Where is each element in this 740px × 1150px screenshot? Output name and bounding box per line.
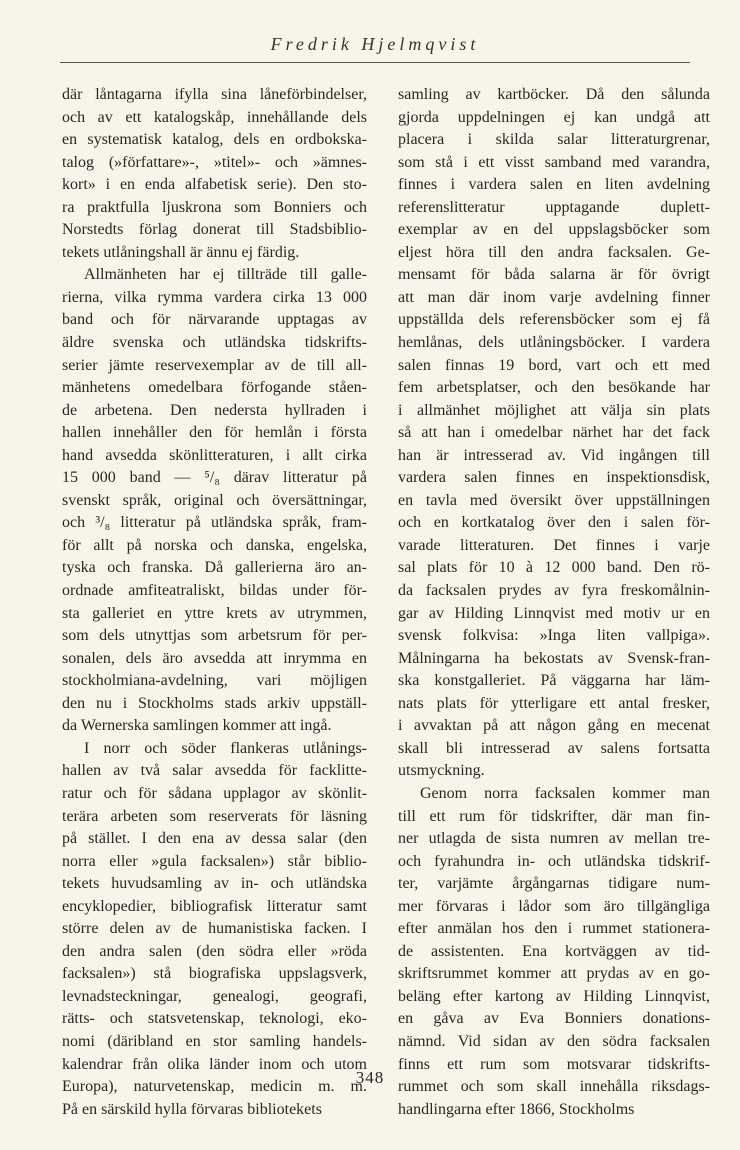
text-line: hand avsedda skönlitteraturen, i allt cirka (62, 446, 367, 464)
text-line: ska konstgalleriet. På väggarna har läm- (398, 672, 710, 690)
text-line: för allt på norska och danska, engelska, (62, 536, 367, 554)
text-line: Genom norra facksalen kommer man (420, 784, 710, 802)
text-line: rätts- och statsvetenskap, teknologi, eko- (62, 1010, 367, 1028)
text-line: exemplar av en del uppslagsböcker som (398, 221, 710, 239)
left-text-column (62, 84, 367, 1121)
text-line: På en särskild hylla förvaras bibliotekets (62, 1100, 322, 1118)
page-number: 348 (355, 1068, 385, 1087)
text-line: levnadsteckningar, genealogi, geografi, (62, 987, 367, 1005)
text-line: ner utlagda de sista numren av mellan tre- (398, 830, 710, 848)
text-line: efter anmälan hos den i rummet stationera- (398, 920, 710, 938)
text-line: sal plats för 10 à 12 000 band. Den rö- (398, 559, 710, 577)
text-line: facksalen») stå biografiska uppslagsverk, (62, 965, 367, 983)
text-line: beläng efter kartong av Hilding Linnqvist, (398, 987, 710, 1005)
text-line: de assistenten. Ena kortväggen av tid- (398, 942, 710, 960)
text-line: de arbetena. Den nedersta hyllraden i (62, 401, 367, 419)
text-line: hallen innehåller den för hemlån i första (62, 424, 367, 442)
text-line: fem arbetsplatser, och den besökande har (398, 379, 710, 397)
text-line: en tavla med översikt över uppställningen (398, 491, 710, 509)
text-line: rierna, vilka rymma vardera cirka 13 000 (62, 288, 367, 306)
text-line: kort» i en enda alfabetisk serie). Den sto- (62, 176, 367, 194)
text-line: ter, varjämte årgångarnas tidigare num- (398, 875, 710, 893)
text-line: I norr och söder flankeras utlånings- (84, 739, 367, 757)
text-line: talog (»författare»-, »titel»- och »ämnes- (62, 153, 367, 171)
text-line: referenslitteratur upptagande duplett- (398, 198, 710, 216)
text-line: rummet och som skall innehålla riksdags- (398, 1078, 710, 1096)
text-line: nats plats för ytterligare ett antal fresker, (398, 694, 710, 712)
text-line: som stå i ett visst samband med varandra, (398, 153, 710, 171)
text-line: i allmänhet möjlighet att välja sin plats (398, 401, 710, 419)
text-line: utsmyckning. (398, 762, 485, 780)
text-line: så att han i omedelbar närhet har det fack (398, 424, 710, 442)
text-line: nomi (däribland en stor samling handels- (62, 1032, 367, 1050)
text-line: där låntagarna ifylla sina låneförbindelser, (62, 86, 367, 103)
text-line: 15 000 band — ⁵/₈ därav litteratur på (62, 469, 367, 487)
text-line: serier jämte reservexemplar av de till all- (62, 356, 367, 374)
text-line: finnes i vardera salen en liten avdelning (398, 176, 710, 194)
text-line: större delen av de humanistiska facken. I (62, 920, 367, 938)
text-line: mensamt för båda salarna är för övrigt (398, 266, 710, 284)
text-line: placera i skilda salar litteraturgrenar, (398, 131, 710, 149)
text-line: Norstedts förlag donerat till Stadsbiblio- (62, 221, 367, 239)
running-header: Fredrik Hjelmqvist (270, 34, 480, 54)
text-line: sta galleriet en yttre krets av utrymmen, (62, 604, 367, 622)
text-line: kalendrar från olika länder inom och utom (62, 1055, 367, 1073)
text-line: och fyrahundra in- och utländska tidskrif- (398, 852, 710, 870)
text-line: till ett rum för tidskrifter, där man fin- (398, 807, 710, 825)
right-text-column (398, 84, 710, 1121)
text-line: vardera salen finnes en inspektionsdisk, (398, 469, 710, 487)
text-line: tyska och franska. Då gallerierna äro an- (62, 559, 367, 577)
text-line: samling av kartböcker. Då den sålunda (398, 86, 710, 103)
text-line: gjorda uppdelningen ej kan undgå att (398, 108, 710, 126)
text-line: i avvaktan på att någon gång en mecenat (398, 717, 710, 735)
text-line: mer förvaras i lådor som äro tillgängliga (398, 897, 710, 915)
text-line: ratur och för sådana upplagor av skönlit- (62, 784, 367, 802)
text-line: tekets huvudsamling av in- och utländska (62, 875, 367, 893)
header-rule (60, 62, 690, 63)
text-line: eljest höra till den andra facksalen. Ge- (398, 243, 710, 261)
text-line: som dels utnyttjas som arbetsrum för per- (62, 627, 367, 645)
text-line: ra praktfulla ljuskrona som Bonniers och (62, 198, 367, 216)
text-line: och ³/₈ litteratur på utländska språk, fram- (62, 514, 367, 532)
text-line: sonalen, dels äro avsedda att inrymma en (62, 649, 367, 667)
text-line: en gåva av Eva Bonniers donations- (398, 1010, 710, 1028)
text-line: handlingarna efter 1866, Stockholms (398, 1100, 635, 1118)
text-line: på stället. I den ena av dessa salar (den (62, 830, 367, 848)
text-line: finns ett rum som motsvarar tidskrifts- (398, 1055, 710, 1073)
text-line: Allmänheten har ej tillträde till galle- (84, 266, 367, 284)
text-line: da facksalen prydes av fyra freskomålnin- (398, 582, 710, 600)
text-line: band och för närvarande upptagas av (62, 311, 367, 329)
text-line: skall bli intresserad av salens fortsatta (398, 739, 710, 757)
text-line: svensk folkvisa: »Inga liten vallpiga». (398, 627, 710, 645)
text-line: Målningarna ha bekostats av Svensk-fran- (398, 649, 710, 667)
text-line: hallen av två salar avsedda för facklitte- (62, 762, 367, 780)
text-line: ordnade amfiteatraliskt, bildas under för- (62, 582, 367, 600)
text-line: terära arbeten som reserverats för läsning (62, 807, 367, 825)
text-line: och av ett katalogskåp, innehållande dels (62, 108, 367, 126)
text-line: gar av Hilding Linnqvist med motiv ur en (398, 604, 710, 622)
text-line: encyklopedier, bibliografisk litteratur samt (62, 897, 367, 915)
text-line: hemlånas, dels utlåningsböcker. I vardera (398, 334, 710, 352)
text-line: uppställda dels referensböcker som ej få (398, 311, 710, 329)
text-line: da Wernerska samlingen kommer att ingå. (62, 717, 332, 735)
text-line: varade litteraturen. Det finnes i varje (398, 536, 710, 554)
text-line: äldre svenska och utländska tidskrifts- (62, 334, 367, 352)
text-line: att man där inom varje avdelning finner (398, 288, 710, 306)
text-line: skriftsrummet kommer att prydas av en go- (398, 965, 710, 983)
text-line: tekets utlåningshall är ännu ej färdig. (62, 243, 300, 261)
text-line: svenskt språk, original och översättningar, (62, 491, 367, 509)
text-line: han är intresserad av. Vid ingången till (398, 446, 710, 464)
text-line: den nu i Stockholms stads arkiv uppställ- (62, 694, 367, 712)
text-line: nämnd. Vid sidan av den södra facksalen (398, 1032, 710, 1050)
text-line: den andra salen (den södra eller »röda (62, 942, 367, 960)
text-line: mänhetens omedelbara förfogande ståen- (62, 379, 367, 397)
text-line: och en kortkatalog över den i salen för- (398, 514, 710, 532)
text-line: stockholmiana-avdelning, vari möjligen (62, 672, 367, 690)
text-line: salen finnas 19 bord, vart och ett med (398, 356, 710, 374)
text-line: Europa), naturvetenskap, medicin m. m. (62, 1078, 367, 1096)
text-line: norra eller »gula facksalen») står biblio- (62, 852, 367, 870)
text-line: en systematisk katalog, dels en ordbokska- (62, 131, 367, 149)
